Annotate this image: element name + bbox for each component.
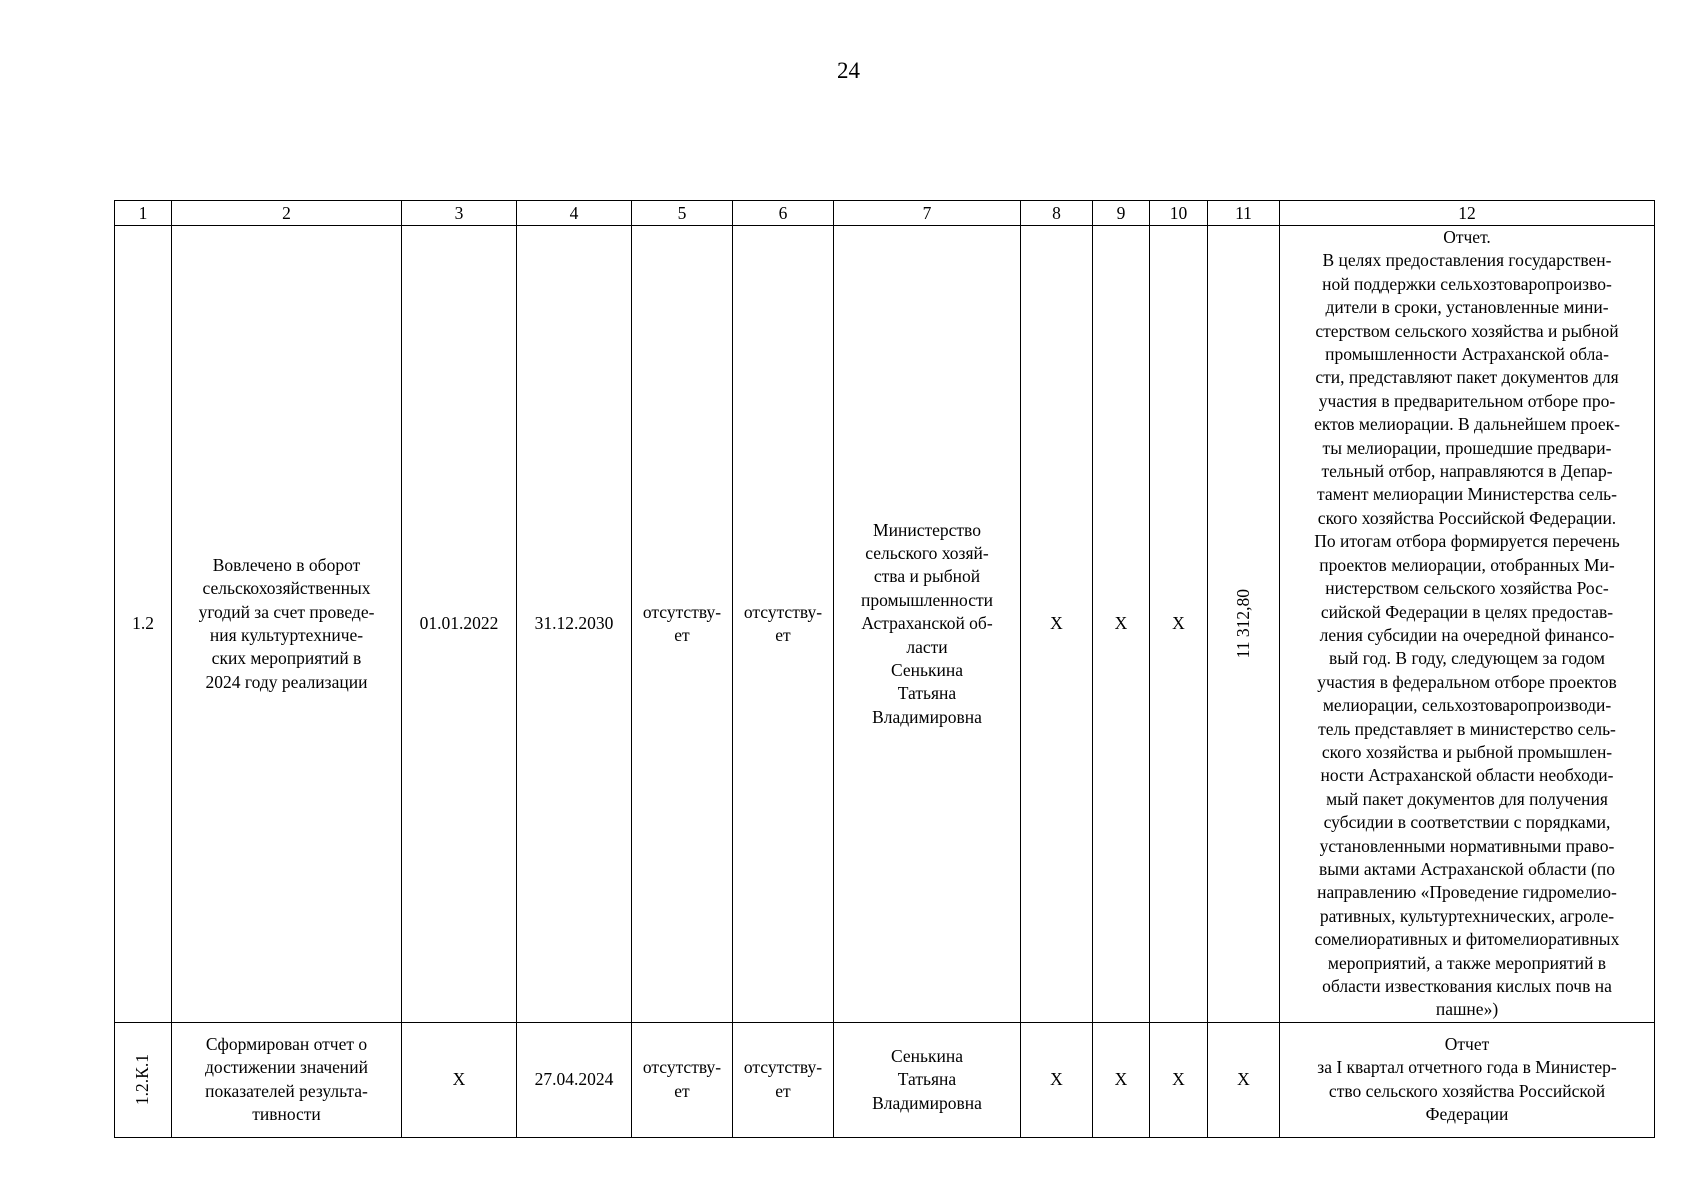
description-cell <box>1280 226 1655 1023</box>
column-number: 2 <box>172 201 402 226</box>
end-date: 31.12.2030 <box>517 226 632 1023</box>
row-number-cell <box>115 1022 172 1137</box>
column-8-value: Х <box>1021 1022 1093 1137</box>
column-number-row <box>115 201 1655 226</box>
responsible: Министерство сельского хозяй- ства и рыбной промышленности Астраханской об- ласти Сенькина Татьяна Владимировна <box>834 226 1021 1023</box>
column-11-value: Х <box>1208 1022 1280 1137</box>
plan-table <box>114 200 1655 1138</box>
column-6-value: отсутству- ет <box>733 1022 834 1137</box>
column-number: 9 <box>1093 201 1150 226</box>
start-date: 01.01.2022 <box>402 226 517 1023</box>
start-date: Х <box>402 1022 517 1137</box>
end-date: 27.04.2024 <box>517 1022 632 1137</box>
column-number: 4 <box>517 201 632 226</box>
funding-amount: 11 312,80 <box>1232 589 1253 659</box>
column-5-value: отсутству- ет <box>632 1022 733 1137</box>
column-number: 1 <box>115 201 172 226</box>
column-number: 3 <box>402 201 517 226</box>
description: Отчет за I квартал отчетного года в Министер- ство сельского хозяйства Российской Федерации <box>1317 1034 1617 1125</box>
result-name: Вовлечено в оборот сельскохозяйственных угодий за счет проведе- ния культуртехниче- ских мероприятий в 2024 году реализации <box>172 226 402 1023</box>
row-number: 1.2.К.1 <box>132 1054 153 1106</box>
column-8-value: Х <box>1021 226 1093 1023</box>
column-9-value: Х <box>1093 226 1150 1023</box>
result-name: Сформирован отчет о достижении значений показателей результа- тивности <box>172 1022 402 1137</box>
table-row <box>115 1022 1655 1137</box>
column-number: 12 <box>1280 201 1655 226</box>
description: Отчет. В целях предоставления государствен- ной поддержки сельхозтоваропроизво- дители в сроки, установленные мини- стерством сельского хозяйства и рыбной промышленности Астраханской обла- сти, представляют пакет документов для участия в предварительном отборе про- ектов мелиорации. В дальнейшем проек- ты мелиорации, прошедшие предвари- тельный отбор, направляются в Депар- тамент мелиорации Министерства сель- ского хозяйства Российской Федерации. По итогам отбора формируется перечень проектов мелиорации, отобранных Ми- нистерством сельского хозяйства Рос- сийской Федерации в целях предостав- ления субсидии на очередной финансо- вый год. В году, следующем за годом участия в федеральном отборе проектов мелиорации, сельхозтоваропроизводи- тель представляет в министерство сель- ского хозяйства и рыбной промышлен- ности Астраханской области необходи- мый пакет документов для получения субсидии в соответствии с порядками, установленными нормативными право- выми актами Астраханской области (по направлению «Проведение гидромелио- ративных, культуртехнических, агроле- сомелиоративных и фитомелиоративных мероприятий, а также мероприятий в области известкования кислых почв на пашне») <box>1314 227 1620 1020</box>
column-number: 11 <box>1208 201 1280 226</box>
table-row <box>115 226 1655 1023</box>
description-cell <box>1280 1022 1655 1137</box>
column-6-value: отсутству- ет <box>733 226 834 1023</box>
responsible: Сенькина Татьяна Владимировна <box>834 1022 1021 1137</box>
column-number: 8 <box>1021 201 1093 226</box>
column-number: 10 <box>1150 201 1208 226</box>
row-number: 1.2 <box>115 226 172 1023</box>
column-10-value: Х <box>1150 1022 1208 1137</box>
column-number: 7 <box>834 201 1021 226</box>
column-10-value: Х <box>1150 226 1208 1023</box>
column-number: 6 <box>733 201 834 226</box>
column-5-value: отсутству- ет <box>632 226 733 1023</box>
column-number: 5 <box>632 201 733 226</box>
column-9-value: Х <box>1093 1022 1150 1137</box>
page-number: 24 <box>837 58 860 83</box>
funding-amount-cell <box>1208 226 1280 1023</box>
